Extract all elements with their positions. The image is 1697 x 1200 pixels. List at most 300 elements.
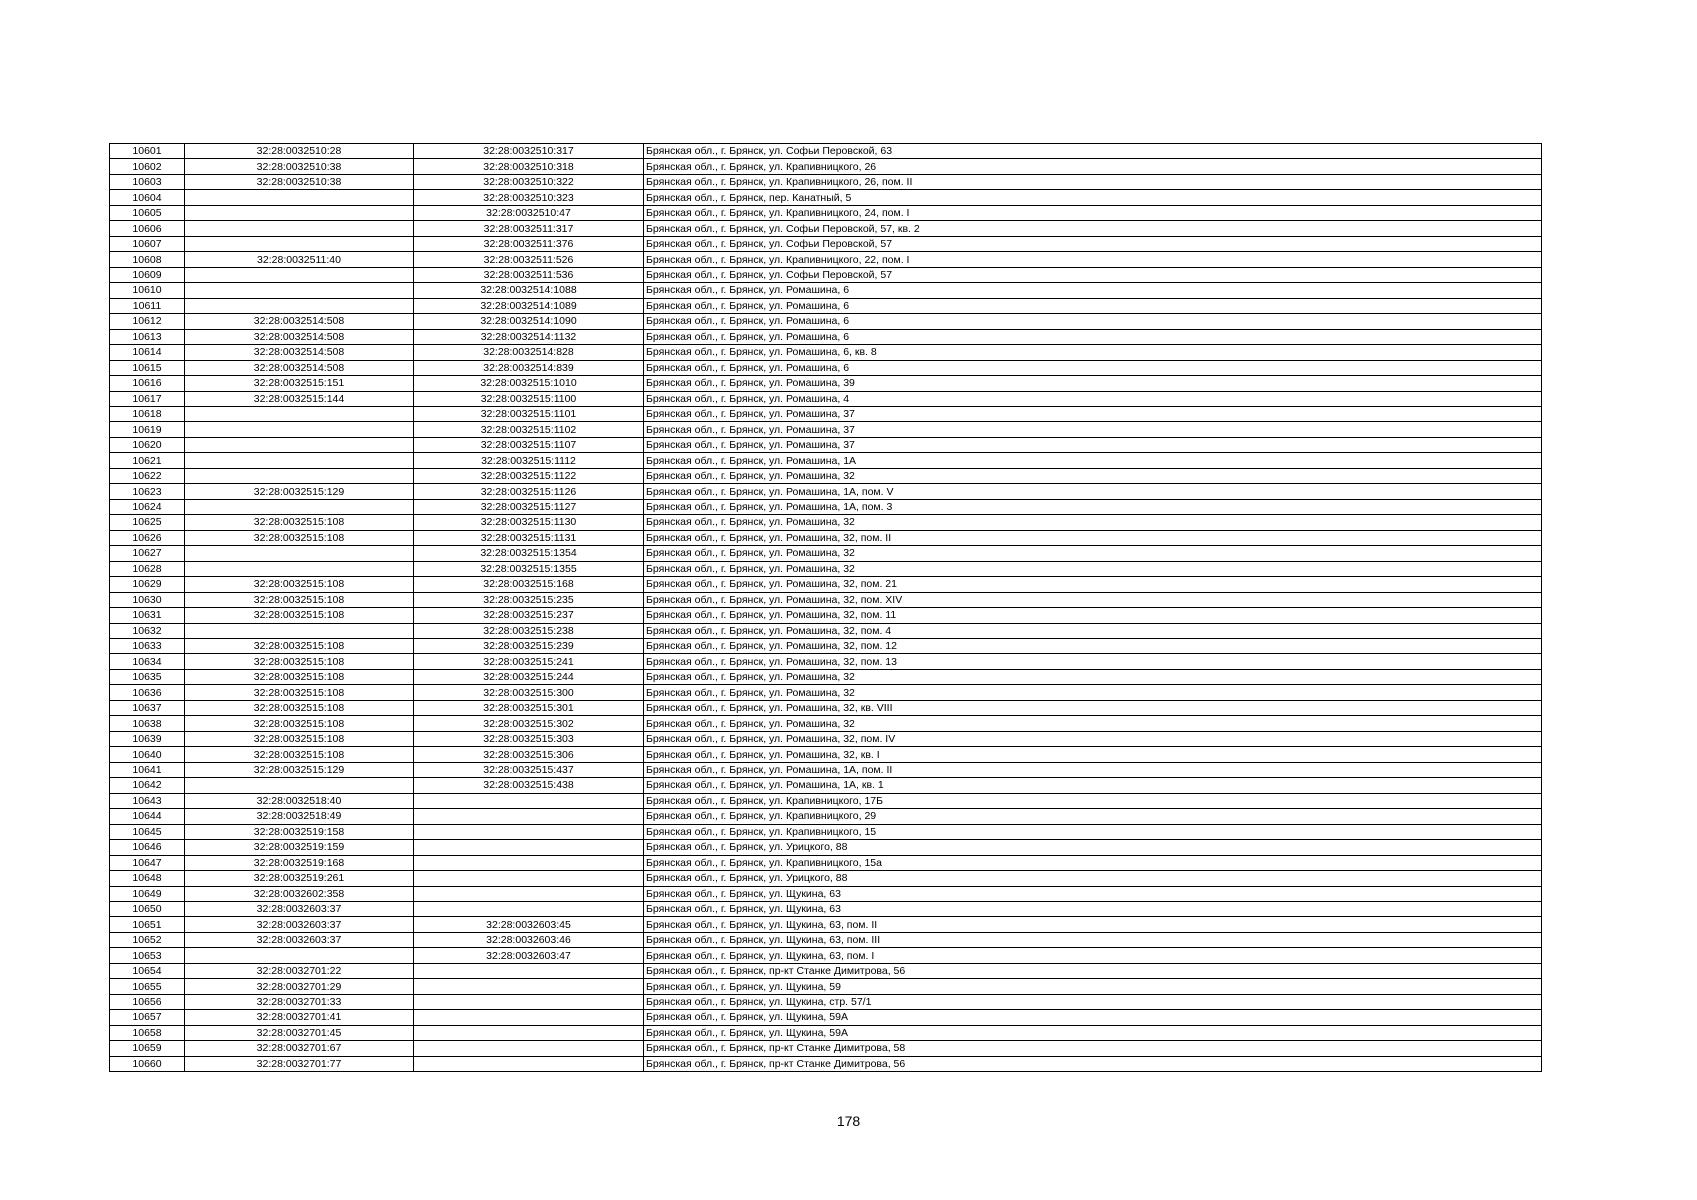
address-cell: Брянская обл., г. Брянск, ул. Крапивницкого, 17Б <box>644 793 1542 808</box>
table-row <box>110 546 1542 561</box>
address-cell: Брянская обл., г. Брянск, ул. Ромашина, 32 <box>644 468 1542 483</box>
address-cell: Брянская обл., г. Брянск, ул. Ромашина, 1А, пом. V <box>644 484 1542 499</box>
table-row <box>110 716 1542 731</box>
land-cadastral-number-cell: 32:28:0032514:508 <box>185 329 414 344</box>
row-number-cell: 10637 <box>110 700 185 715</box>
address-cell: Брянская обл., г. Брянск, ул. Ромашина, 32, пом. 12 <box>644 639 1542 654</box>
object-cadastral-number-cell: 32:28:0032514:1088 <box>414 283 644 298</box>
object-cadastral-number-cell <box>414 793 644 808</box>
land-cadastral-number-cell: 32:28:0032519:158 <box>185 824 414 839</box>
table-row <box>110 762 1542 777</box>
land-cadastral-number-cell <box>185 948 414 963</box>
land-cadastral-number-cell: 32:28:0032603:37 <box>185 932 414 947</box>
table-row <box>110 174 1542 189</box>
object-cadastral-number-cell: 32:28:0032511:376 <box>414 236 644 251</box>
land-cadastral-number-cell: 32:28:0032515:108 <box>185 669 414 684</box>
row-number-cell: 10642 <box>110 778 185 793</box>
row-number-cell: 10617 <box>110 391 185 406</box>
object-cadastral-number-cell: 32:28:0032515:302 <box>414 716 644 731</box>
table-row <box>110 144 1542 159</box>
table-row <box>110 406 1542 421</box>
land-cadastral-number-cell <box>185 546 414 561</box>
object-cadastral-number-cell <box>414 824 644 839</box>
table-row <box>110 515 1542 530</box>
row-number-cell: 10644 <box>110 809 185 824</box>
registry-table-body <box>110 144 1542 1072</box>
land-cadastral-number-cell: 32:28:0032701:29 <box>185 979 414 994</box>
row-number-cell: 10638 <box>110 716 185 731</box>
row-number-cell: 10640 <box>110 747 185 762</box>
land-cadastral-number-cell <box>185 778 414 793</box>
row-number-cell: 10622 <box>110 468 185 483</box>
land-cadastral-number-cell: 32:28:0032515:108 <box>185 685 414 700</box>
object-cadastral-number-cell: 32:28:0032515:235 <box>414 592 644 607</box>
address-cell: Брянская обл., г. Брянск, ул. Крапивницкого, 29 <box>644 809 1542 824</box>
address-cell: Брянская обл., г. Брянск, ул. Ромашина, 37 <box>644 406 1542 421</box>
table-row <box>110 778 1542 793</box>
row-number-cell: 10633 <box>110 639 185 654</box>
address-cell: Брянская обл., г. Брянск, ул. Щукина, стр. 57/1 <box>644 994 1542 1009</box>
registry-table <box>109 143 1542 1072</box>
object-cadastral-number-cell <box>414 871 644 886</box>
address-cell: Брянская обл., г. Брянск, ул. Ромашина, 6 <box>644 314 1542 329</box>
row-number-cell: 10651 <box>110 917 185 932</box>
address-cell: Брянская обл., г. Брянск, пр-кт Станке Димитрова, 56 <box>644 1056 1542 1071</box>
land-cadastral-number-cell: 32:28:0032514:508 <box>185 360 414 375</box>
table-row <box>110 190 1542 205</box>
object-cadastral-number-cell: 32:28:0032510:317 <box>414 144 644 159</box>
object-cadastral-number-cell <box>414 809 644 824</box>
land-cadastral-number-cell <box>185 283 414 298</box>
table-row <box>110 1025 1542 1040</box>
address-cell: Брянская обл., г. Брянск, ул. Софьи Перовской, 63 <box>644 144 1542 159</box>
address-cell: Брянская обл., г. Брянск, ул. Щукина, 63 <box>644 901 1542 916</box>
object-cadastral-number-cell: 32:28:0032515:1130 <box>414 515 644 530</box>
object-cadastral-number-cell: 32:28:0032515:1107 <box>414 437 644 452</box>
object-cadastral-number-cell <box>414 855 644 870</box>
land-cadastral-number-cell: 32:28:0032510:38 <box>185 174 414 189</box>
address-cell: Брянская обл., г. Брянск, ул. Ромашина, 6 <box>644 283 1542 298</box>
table-row <box>110 205 1542 220</box>
land-cadastral-number-cell: 32:28:0032515:108 <box>185 592 414 607</box>
table-row <box>110 561 1542 576</box>
row-number-cell: 10610 <box>110 283 185 298</box>
table-row <box>110 577 1542 592</box>
table-row <box>110 793 1542 808</box>
address-cell: Брянская обл., г. Брянск, ул. Ромашина, 32, пом. 21 <box>644 577 1542 592</box>
object-cadastral-number-cell: 32:28:0032515:237 <box>414 608 644 623</box>
address-cell: Брянская обл., г. Брянск, ул. Ромашина, 1А <box>644 453 1542 468</box>
land-cadastral-number-cell: 32:28:0032701:41 <box>185 1010 414 1025</box>
row-number-cell: 10653 <box>110 948 185 963</box>
land-cadastral-number-cell <box>185 205 414 220</box>
row-number-cell: 10647 <box>110 855 185 870</box>
row-number-cell: 10654 <box>110 963 185 978</box>
row-number-cell: 10631 <box>110 608 185 623</box>
land-cadastral-number-cell <box>185 561 414 576</box>
table-row <box>110 979 1542 994</box>
address-cell: Брянская обл., г. Брянск, ул. Ромашина, 1А, пом. 3 <box>644 499 1542 514</box>
row-number-cell: 10652 <box>110 932 185 947</box>
row-number-cell: 10627 <box>110 546 185 561</box>
table-row <box>110 917 1542 932</box>
row-number-cell: 10618 <box>110 406 185 421</box>
row-number-cell: 10609 <box>110 267 185 282</box>
address-cell: Брянская обл., г. Брянск, ул. Ромашина, 32, пом. XIV <box>644 592 1542 607</box>
object-cadastral-number-cell: 32:28:0032510:318 <box>414 159 644 174</box>
object-cadastral-number-cell: 32:28:0032603:45 <box>414 917 644 932</box>
table-row <box>110 639 1542 654</box>
row-number-cell: 10608 <box>110 252 185 267</box>
land-cadastral-number-cell <box>185 437 414 452</box>
object-cadastral-number-cell: 32:28:0032515:300 <box>414 685 644 700</box>
table-row <box>110 283 1542 298</box>
address-cell: Брянская обл., г. Брянск, ул. Ромашина, 32 <box>644 716 1542 731</box>
row-number-cell: 10650 <box>110 901 185 916</box>
table-row <box>110 608 1542 623</box>
address-cell: Брянская обл., г. Брянск, ул. Ромашина, 32, пом. II <box>644 530 1542 545</box>
row-number-cell: 10639 <box>110 731 185 746</box>
row-number-cell: 10624 <box>110 499 185 514</box>
address-cell: Брянская обл., г. Брянск, ул. Ромашина, 32, кв. VIII <box>644 700 1542 715</box>
land-cadastral-number-cell: 32:28:0032602:358 <box>185 886 414 901</box>
row-number-cell: 10612 <box>110 314 185 329</box>
table-row <box>110 314 1542 329</box>
table-row <box>110 963 1542 978</box>
address-cell: Брянская обл., г. Брянск, ул. Ромашина, 6 <box>644 298 1542 313</box>
row-number-cell: 10606 <box>110 221 185 236</box>
land-cadastral-number-cell: 32:28:0032515:129 <box>185 762 414 777</box>
object-cadastral-number-cell: 32:28:0032514:1132 <box>414 329 644 344</box>
address-cell: Брянская обл., г. Брянск, ул. Ромашина, 32 <box>644 669 1542 684</box>
address-cell: Брянская обл., г. Брянск, ул. Софьи Перовской, 57, кв. 2 <box>644 221 1542 236</box>
row-number-cell: 10602 <box>110 159 185 174</box>
row-number-cell: 10611 <box>110 298 185 313</box>
row-number-cell: 10615 <box>110 360 185 375</box>
address-cell: Брянская обл., г. Брянск, ул. Щукина, 63, пом. III <box>644 932 1542 947</box>
table-row <box>110 932 1542 947</box>
land-cadastral-number-cell: 32:28:0032603:37 <box>185 901 414 916</box>
object-cadastral-number-cell: 32:28:0032515:306 <box>414 747 644 762</box>
object-cadastral-number-cell: 32:28:0032511:536 <box>414 267 644 282</box>
address-cell: Брянская обл., г. Брянск, ул. Ромашина, 4 <box>644 391 1542 406</box>
table-row <box>110 252 1542 267</box>
object-cadastral-number-cell: 32:28:0032514:1090 <box>414 314 644 329</box>
address-cell: Брянская обл., г. Брянск, пр-кт Станке Димитрова, 58 <box>644 1041 1542 1056</box>
address-cell: Брянская обл., г. Брянск, пр-кт Станке Димитрова, 56 <box>644 963 1542 978</box>
table-row <box>110 840 1542 855</box>
row-number-cell: 10643 <box>110 793 185 808</box>
row-number-cell: 10603 <box>110 174 185 189</box>
land-cadastral-number-cell: 32:28:0032515:108 <box>185 716 414 731</box>
land-cadastral-number-cell: 32:28:0032701:45 <box>185 1025 414 1040</box>
address-cell: Брянская обл., г. Брянск, ул. Ромашина, 1А, кв. 1 <box>644 778 1542 793</box>
object-cadastral-number-cell <box>414 979 644 994</box>
table-row <box>110 453 1542 468</box>
row-number-cell: 10625 <box>110 515 185 530</box>
address-cell: Брянская обл., г. Брянск, ул. Ромашина, 37 <box>644 437 1542 452</box>
object-cadastral-number-cell <box>414 1025 644 1040</box>
land-cadastral-number-cell: 32:28:0032701:77 <box>185 1056 414 1071</box>
land-cadastral-number-cell <box>185 453 414 468</box>
row-number-cell: 10601 <box>110 144 185 159</box>
land-cadastral-number-cell: 32:28:0032519:261 <box>185 871 414 886</box>
object-cadastral-number-cell: 32:28:0032515:1354 <box>414 546 644 561</box>
object-cadastral-number-cell: 32:28:0032515:1101 <box>414 406 644 421</box>
row-number-cell: 10619 <box>110 422 185 437</box>
table-row <box>110 236 1542 251</box>
address-cell: Брянская обл., г. Брянск, пер. Канатный, 5 <box>644 190 1542 205</box>
address-cell: Брянская обл., г. Брянск, ул. Крапивницкого, 24, пом. I <box>644 205 1542 220</box>
table-row <box>110 530 1542 545</box>
table-row <box>110 685 1542 700</box>
address-cell: Брянская обл., г. Брянск, ул. Ромашина, 6 <box>644 360 1542 375</box>
table-row <box>110 747 1542 762</box>
address-cell: Брянская обл., г. Брянск, ул. Ромашина, 32, пом. 11 <box>644 608 1542 623</box>
address-cell: Брянская обл., г. Брянск, ул. Урицкого, 88 <box>644 840 1542 855</box>
address-cell: Брянская обл., г. Брянск, ул. Ромашина, 39 <box>644 376 1542 391</box>
address-cell: Брянская обл., г. Брянск, ул. Ромашина, 32, пом. 13 <box>644 654 1542 669</box>
object-cadastral-number-cell: 32:28:0032515:1126 <box>414 484 644 499</box>
land-cadastral-number-cell: 32:28:0032701:22 <box>185 963 414 978</box>
row-number-cell: 10620 <box>110 437 185 452</box>
address-cell: Брянская обл., г. Брянск, ул. Щукина, 63, пом. I <box>644 948 1542 963</box>
row-number-cell: 10659 <box>110 1041 185 1056</box>
row-number-cell: 10623 <box>110 484 185 499</box>
row-number-cell: 10658 <box>110 1025 185 1040</box>
object-cadastral-number-cell: 32:28:0032510:47 <box>414 205 644 220</box>
address-cell: Брянская обл., г. Брянск, ул. Ромашина, 32, пом. 4 <box>644 623 1542 638</box>
address-cell: Брянская обл., г. Брянск, ул. Урицкого, 88 <box>644 871 1542 886</box>
object-cadastral-number-cell: 32:28:0032603:46 <box>414 932 644 947</box>
object-cadastral-number-cell <box>414 886 644 901</box>
land-cadastral-number-cell <box>185 499 414 514</box>
object-cadastral-number-cell: 32:28:0032515:244 <box>414 669 644 684</box>
land-cadastral-number-cell: 32:28:0032514:508 <box>185 345 414 360</box>
table-row <box>110 901 1542 916</box>
land-cadastral-number-cell: 32:28:0032515:151 <box>185 376 414 391</box>
table-row <box>110 1056 1542 1071</box>
row-number-cell: 10613 <box>110 329 185 344</box>
address-cell: Брянская обл., г. Брянск, ул. Ромашина, 32 <box>644 561 1542 576</box>
row-number-cell: 10648 <box>110 871 185 886</box>
object-cadastral-number-cell: 32:28:0032515:1010 <box>414 376 644 391</box>
row-number-cell: 10621 <box>110 453 185 468</box>
row-number-cell: 10660 <box>110 1056 185 1071</box>
table-row <box>110 391 1542 406</box>
row-number-cell: 10632 <box>110 623 185 638</box>
land-cadastral-number-cell: 32:28:0032515:108 <box>185 515 414 530</box>
land-cadastral-number-cell <box>185 468 414 483</box>
object-cadastral-number-cell: 32:28:0032515:1131 <box>414 530 644 545</box>
table-row <box>110 592 1542 607</box>
land-cadastral-number-cell: 32:28:0032519:168 <box>185 855 414 870</box>
object-cadastral-number-cell <box>414 840 644 855</box>
address-cell: Брянская обл., г. Брянск, ул. Щукина, 59А <box>644 1010 1542 1025</box>
row-number-cell: 10649 <box>110 886 185 901</box>
land-cadastral-number-cell: 32:28:0032701:33 <box>185 994 414 1009</box>
land-cadastral-number-cell: 32:28:0032515:108 <box>185 731 414 746</box>
address-cell: Брянская обл., г. Брянск, ул. Щукина, 59А <box>644 1025 1542 1040</box>
row-number-cell: 10604 <box>110 190 185 205</box>
object-cadastral-number-cell <box>414 901 644 916</box>
table-row <box>110 360 1542 375</box>
land-cadastral-number-cell: 32:28:0032515:108 <box>185 577 414 592</box>
row-number-cell: 10629 <box>110 577 185 592</box>
address-cell: Брянская обл., г. Брянск, ул. Крапивницкого, 15а <box>644 855 1542 870</box>
object-cadastral-number-cell: 32:28:0032515:241 <box>414 654 644 669</box>
table-row <box>110 437 1542 452</box>
row-number-cell: 10635 <box>110 669 185 684</box>
object-cadastral-number-cell: 32:28:0032515:437 <box>414 762 644 777</box>
row-number-cell: 10655 <box>110 979 185 994</box>
address-cell: Брянская обл., г. Брянск, ул. Ромашина, 32, кв. I <box>644 747 1542 762</box>
table-row <box>110 700 1542 715</box>
land-cadastral-number-cell <box>185 190 414 205</box>
table-row <box>110 499 1542 514</box>
address-cell: Брянская обл., г. Брянск, ул. Щукина, 63, пом. II <box>644 917 1542 932</box>
address-cell: Брянская обл., г. Брянск, ул. Ромашина, 37 <box>644 422 1542 437</box>
land-cadastral-number-cell: 32:28:0032515:108 <box>185 654 414 669</box>
address-cell: Брянская обл., г. Брянск, ул. Ромашина, 6, кв. 8 <box>644 345 1542 360</box>
land-cadastral-number-cell: 32:28:0032515:108 <box>185 530 414 545</box>
land-cadastral-number-cell: 32:28:0032515:144 <box>185 391 414 406</box>
table-row <box>110 948 1542 963</box>
table-row <box>110 422 1542 437</box>
object-cadastral-number-cell: 32:28:0032515:301 <box>414 700 644 715</box>
object-cadastral-number-cell <box>414 994 644 1009</box>
row-number-cell: 10628 <box>110 561 185 576</box>
land-cadastral-number-cell: 32:28:0032515:108 <box>185 700 414 715</box>
table-row <box>110 468 1542 483</box>
row-number-cell: 10656 <box>110 994 185 1009</box>
land-cadastral-number-cell <box>185 298 414 313</box>
page-number: 178 <box>836 1113 861 1129</box>
object-cadastral-number-cell <box>414 963 644 978</box>
object-cadastral-number-cell: 32:28:0032515:239 <box>414 639 644 654</box>
object-cadastral-number-cell: 32:28:0032515:168 <box>414 577 644 592</box>
address-cell: Брянская обл., г. Брянск, ул. Ромашина, 32 <box>644 685 1542 700</box>
object-cadastral-number-cell: 32:28:0032514:1089 <box>414 298 644 313</box>
address-cell: Брянская обл., г. Брянск, ул. Щукина, 59 <box>644 979 1542 994</box>
address-cell: Брянская обл., г. Брянск, ул. Щукина, 63 <box>644 886 1542 901</box>
land-cadastral-number-cell: 32:28:0032511:40 <box>185 252 414 267</box>
land-cadastral-number-cell: 32:28:0032519:159 <box>185 840 414 855</box>
address-cell: Брянская обл., г. Брянск, ул. Крапивницкого, 26, пом. II <box>644 174 1542 189</box>
land-cadastral-number-cell: 32:28:0032701:67 <box>185 1041 414 1056</box>
land-cadastral-number-cell: 32:28:0032514:508 <box>185 314 414 329</box>
address-cell: Брянская обл., г. Брянск, ул. Ромашина, 32 <box>644 546 1542 561</box>
row-number-cell: 10614 <box>110 345 185 360</box>
object-cadastral-number-cell: 32:28:0032511:317 <box>414 221 644 236</box>
table-row <box>110 329 1542 344</box>
address-cell: Брянская обл., г. Брянск, ул. Крапивницкого, 26 <box>644 159 1542 174</box>
land-cadastral-number-cell: 32:28:0032518:49 <box>185 809 414 824</box>
land-cadastral-number-cell: 32:28:0032515:108 <box>185 639 414 654</box>
table-row <box>110 484 1542 499</box>
object-cadastral-number-cell: 32:28:0032603:47 <box>414 948 644 963</box>
object-cadastral-number-cell: 32:28:0032515:1112 <box>414 453 644 468</box>
address-cell: Брянская обл., г. Брянск, ул. Крапивницкого, 22, пом. I <box>644 252 1542 267</box>
land-cadastral-number-cell <box>185 267 414 282</box>
object-cadastral-number-cell: 32:28:0032510:323 <box>414 190 644 205</box>
object-cadastral-number-cell <box>414 1056 644 1071</box>
table-row <box>110 376 1542 391</box>
row-number-cell: 10645 <box>110 824 185 839</box>
land-cadastral-number-cell: 32:28:0032518:40 <box>185 793 414 808</box>
row-number-cell: 10607 <box>110 236 185 251</box>
object-cadastral-number-cell <box>414 1010 644 1025</box>
object-cadastral-number-cell: 32:28:0032515:1122 <box>414 468 644 483</box>
land-cadastral-number-cell: 32:28:0032510:38 <box>185 159 414 174</box>
land-cadastral-number-cell <box>185 623 414 638</box>
table-row <box>110 1010 1542 1025</box>
table-row <box>110 669 1542 684</box>
table-row <box>110 345 1542 360</box>
object-cadastral-number-cell: 32:28:0032511:526 <box>414 252 644 267</box>
table-row <box>110 731 1542 746</box>
land-cadastral-number-cell <box>185 221 414 236</box>
land-cadastral-number-cell <box>185 236 414 251</box>
object-cadastral-number-cell: 32:28:0032515:1102 <box>414 422 644 437</box>
row-number-cell: 10605 <box>110 205 185 220</box>
object-cadastral-number-cell: 32:28:0032515:1127 <box>414 499 644 514</box>
address-cell: Брянская обл., г. Брянск, ул. Крапивницкого, 15 <box>644 824 1542 839</box>
land-cadastral-number-cell: 32:28:0032510:28 <box>185 144 414 159</box>
table-row <box>110 809 1542 824</box>
land-cadastral-number-cell: 32:28:0032515:108 <box>185 608 414 623</box>
land-cadastral-number-cell <box>185 422 414 437</box>
row-number-cell: 10641 <box>110 762 185 777</box>
object-cadastral-number-cell: 32:28:0032515:438 <box>414 778 644 793</box>
table-row <box>110 159 1542 174</box>
land-cadastral-number-cell <box>185 406 414 421</box>
table-row <box>110 1041 1542 1056</box>
table-row <box>110 855 1542 870</box>
object-cadastral-number-cell: 32:28:0032515:1355 <box>414 561 644 576</box>
land-cadastral-number-cell: 32:28:0032515:129 <box>185 484 414 499</box>
table-row <box>110 994 1542 1009</box>
object-cadastral-number-cell: 32:28:0032515:238 <box>414 623 644 638</box>
row-number-cell: 10630 <box>110 592 185 607</box>
row-number-cell: 10616 <box>110 376 185 391</box>
object-cadastral-number-cell: 32:28:0032515:1100 <box>414 391 644 406</box>
object-cadastral-number-cell: 32:28:0032514:828 <box>414 345 644 360</box>
table-row <box>110 654 1542 669</box>
address-cell: Брянская обл., г. Брянск, ул. Софьи Перовской, 57 <box>644 267 1542 282</box>
object-cadastral-number-cell: 32:28:0032510:322 <box>414 174 644 189</box>
table-row <box>110 221 1542 236</box>
table-row <box>110 298 1542 313</box>
table-row <box>110 267 1542 282</box>
object-cadastral-number-cell <box>414 1041 644 1056</box>
table-row <box>110 886 1542 901</box>
row-number-cell: 10636 <box>110 685 185 700</box>
address-cell: Брянская обл., г. Брянск, ул. Ромашина, 32 <box>644 515 1542 530</box>
row-number-cell: 10626 <box>110 530 185 545</box>
table-row <box>110 824 1542 839</box>
table-row <box>110 623 1542 638</box>
address-cell: Брянская обл., г. Брянск, ул. Ромашина, 1А, пом. II <box>644 762 1542 777</box>
row-number-cell: 10646 <box>110 840 185 855</box>
land-cadastral-number-cell: 32:28:0032603:37 <box>185 917 414 932</box>
address-cell: Брянская обл., г. Брянск, ул. Ромашина, 32, пом. IV <box>644 731 1542 746</box>
address-cell: Брянская обл., г. Брянск, ул. Ромашина, 6 <box>644 329 1542 344</box>
row-number-cell: 10657 <box>110 1010 185 1025</box>
land-cadastral-number-cell: 32:28:0032515:108 <box>185 747 414 762</box>
row-number-cell: 10634 <box>110 654 185 669</box>
address-cell: Брянская обл., г. Брянск, ул. Софьи Перовской, 57 <box>644 236 1542 251</box>
